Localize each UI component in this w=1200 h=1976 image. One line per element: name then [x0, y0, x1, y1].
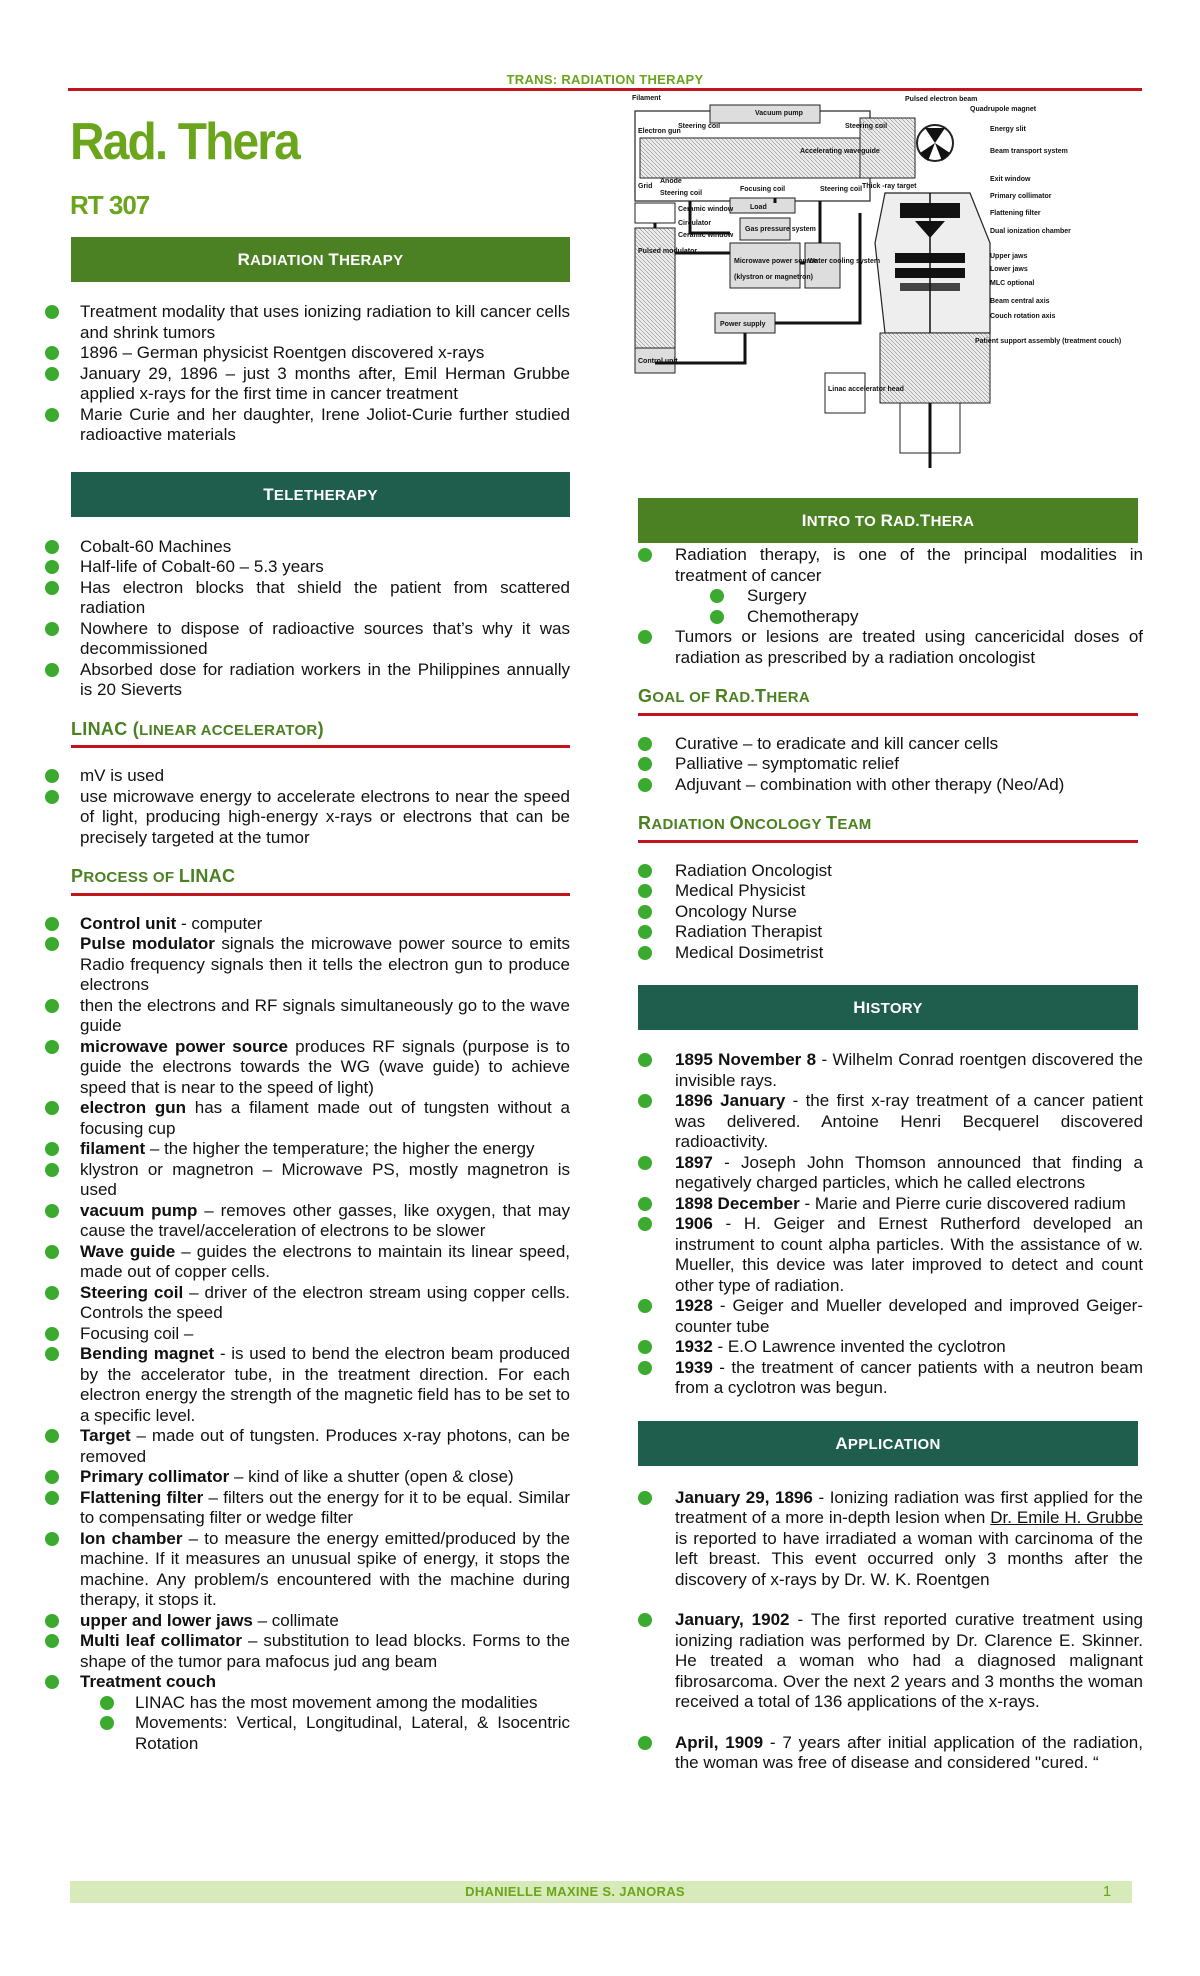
diagram-label: Patient support assembly (treatment couch) [975, 338, 1122, 345]
author-name: DHANIELLE MAXINE S. JANORAS [465, 1884, 685, 1899]
list-item: Target – made out of tungsten. Produces x-ray photons, can be removed [45, 1426, 570, 1467]
list-item: Half-life of Cobalt-60 – 5.3 years [45, 557, 570, 578]
left-column [45, 237, 570, 1754]
grubbe-link[interactable]: Dr. Emile H. Grubbe [990, 1508, 1144, 1527]
list-item: Radiation Oncologist [638, 861, 1143, 882]
list-item: use microwave energy to accelerate electrons to near the speed of light, producing high-energy x-rays or electrons that can be precisely targeted at the tumor [45, 787, 570, 849]
list-item: Multi leaf collimator – substitution to lead blocks. Forms to the shape of the tumor para mafocus jud ang beam [45, 1631, 570, 1672]
right-column [638, 498, 1143, 1774]
list-item: 1896 January - the first x-ray treatment of a cancer patient was delivered. Antoine Henri Becquerel discovered radioactivity. [638, 1091, 1143, 1153]
banner-intro: INTRO TO RAD.THERA [638, 498, 1138, 543]
diagram-label: Gas pressure system [745, 226, 816, 233]
list-item: 1898 December - Marie and Pierre curie discovered radium [638, 1194, 1143, 1215]
diagram-label: Focusing coil [740, 186, 786, 193]
list-item: Steering coil – driver of the electron stream using copper cells. Controls the speed [45, 1283, 570, 1324]
list-item: 1928 - Geiger and Mueller developed and improved Geiger-counter tube [638, 1296, 1143, 1337]
list-item: Marie Curie and her daughter, Irene Joliot-Curie further studied radioactive materials [45, 405, 570, 446]
linac-diagram [630, 95, 1140, 475]
process-list [45, 914, 570, 1755]
teletherapy-list [45, 537, 570, 701]
list-item: Flattening filter – filters out the energy for it to be equal. Similar to compensating filter or wedge filter [45, 1488, 570, 1529]
list-item: upper and lower jaws – collimate [45, 1611, 570, 1632]
list-item: Nowhere to dispose of radioactive sources that’s why it was decommissioned [45, 619, 570, 660]
couch-sublist [100, 1693, 570, 1755]
diagram-label: Ceramic window [678, 206, 734, 213]
diagram-label: Control unit [638, 358, 678, 365]
list-item: electron gun has a filament made out of tungsten without a focusing cup [45, 1098, 570, 1139]
page-footer [70, 1881, 1132, 1903]
list-item: Oncology Nurse [638, 902, 1143, 923]
document-title: Rad. Thera [70, 113, 299, 171]
diagram-label: Load [750, 204, 767, 211]
list-item: Radiation Therapist [638, 922, 1143, 943]
list-item: LINAC has the most movement among the modalities [100, 1693, 570, 1714]
list-item: klystron or magnetron – Microwave PS, mostly magnetron is used [45, 1160, 570, 1201]
diagram-label: MLC optional [990, 280, 1035, 287]
diagram-label: Steering coil [660, 190, 703, 197]
water-box [805, 243, 840, 288]
diagram-label: (klystron or magnetron) [734, 274, 813, 281]
subhead-goal: GOAL OF RAD.THERA [638, 686, 1138, 716]
diagram-label: Power supply [720, 321, 766, 328]
diagram-label: Grid [638, 183, 653, 190]
goal-list [638, 734, 1143, 796]
radiation-therapy-list [45, 302, 570, 446]
list-item: microwave power source produces RF signals (purpose is to guide the electrons towards the WG (wave guide) to achieve speed that is near to the speed of light) [45, 1037, 570, 1099]
subhead-team: RADIATION ONCOLOGY TEAM [638, 813, 1138, 843]
diagram-label: Primary collimator [990, 193, 1052, 200]
list-item: January 29, 1896 - Ionizing radiation was first applied for the treatment of a more in-depth lesion when Dr. Emile H. Grubbe is reported to have irradiated a woman with carcinoma of the left breast. This event occurred only 3 months after the discovery of x-rays by Dr. W. K. Roentgen [638, 1488, 1143, 1591]
list-item: vacuum pump – removes other gasses, like oxygen, that may cause the travel/acceleration of electrons to be slower [45, 1201, 570, 1242]
list-item: Palliative – symptomatic relief [638, 754, 1143, 775]
list-item: Pulse modulator signals the microwave power source to emits Radio frequency signals then it tells the electron gun to produce electrons [45, 934, 570, 996]
list-item: 1896 – German physicist Roentgen discovered x-rays [45, 343, 570, 364]
diagram-label: Dual ionization chamber [990, 228, 1071, 235]
diagram-label: Electron gun [638, 128, 681, 135]
running-header: TRANS: RADIATION THERAPY [506, 72, 704, 87]
list-item: Wave guide – guides the electrons to maintain its linear speed, made out of copper cells. [45, 1242, 570, 1283]
diagram-label: Pulsed electron beam [905, 96, 978, 103]
diagram-label: Filament [632, 95, 661, 102]
team-list [638, 861, 1143, 964]
diagram-label: Thick -ray target [862, 183, 917, 190]
diagram-label: Accelerating waveguide [800, 148, 880, 155]
head-label-box [825, 373, 865, 413]
list-item: Movements: Vertical, Longitudinal, Lateral, & Isocentric Rotation [100, 1713, 570, 1754]
subhead-linac: LINAC (LINEAR ACCELERATOR) [71, 719, 570, 749]
list-item: Medical Physicist [638, 881, 1143, 902]
list-item: 1895 November 8 - Wilhelm Conrad roentgen discovered the invisible rays. [638, 1050, 1143, 1091]
list-item: mV is used [45, 766, 570, 787]
banner-application: APPLICATION [638, 1421, 1138, 1466]
diagram-label: Anode [660, 178, 682, 185]
intro-sublist [710, 586, 1143, 627]
diagram-label: Lower jaws [990, 266, 1028, 273]
list-item: Surgery [710, 586, 1143, 607]
subhead-process-of-linac: PROCESS OF LINAC [71, 866, 570, 896]
history-list [638, 1050, 1143, 1399]
pulsed-modulator-box [635, 228, 675, 348]
list-item: Treatment couch LINAC has the most movement among the modalities Movements: Vertical, Longitudinal, Lateral, & Isocentric Rotation [45, 1672, 570, 1754]
list-item: 1939 - the treatment of cancer patients with a neutron beam from a cyclotron was begun. [638, 1358, 1143, 1399]
diagram-label: Steering coil [845, 123, 888, 130]
document-subtitle: RT 307 [70, 190, 150, 220]
list-item: Focusing coil – [45, 1324, 570, 1345]
list-item: April, 1909 - 7 years after initial application of the radiation, the woman was free of disease and considered "cured. “ [638, 1733, 1143, 1774]
diagram-label: Upper jaws [990, 253, 1028, 260]
diagram-label: Couch rotation axis [990, 313, 1056, 320]
list-item: Ion chamber – to measure the energy emitted/produced by the machine. If it measures an unusual spike of energy, it stops the machine. Any problem/s encountered with the machine during therapy, it stops it. [45, 1529, 570, 1611]
diagram-label: Steering coil [820, 186, 863, 193]
diagram-label: Pulsed modulator [638, 248, 698, 255]
list-item: January, 1902 - The first reported curative treatment using ionizing radiation was performed by Dr. Clarence E. Skinner. He treated a woman who had a diagnosed malignant fibrosarcoma. Over the next 2 years and 3 months the woman received a total of 136 applications of the x-rays. [638, 1610, 1143, 1713]
banner-radiation-therapy: RADIATION THERAPY [71, 237, 570, 282]
intro-list [638, 545, 1143, 668]
diagram-label: Beam transport system [990, 148, 1068, 155]
diagram-label: Vacuum pump [755, 110, 803, 117]
list-item: January 29, 1896 – just 3 months after, Emil Herman Grubbe applied x-rays for the first time in cancer treatment [45, 364, 570, 405]
list-item: Has electron blocks that shield the patient from scattered radiation [45, 578, 570, 619]
header-rule [68, 88, 1142, 91]
waveguide-body [640, 138, 860, 178]
list-item: 1932 - E.O Lawrence invented the cyclotron [638, 1337, 1143, 1358]
diagram-label: Exit window [990, 176, 1031, 183]
diagram-label: Microwave power source [734, 258, 818, 265]
list-item: Tumors or lesions are treated using cancericidal doses of radiation as prescribed by a radiation oncologist [638, 627, 1143, 668]
grid-box [635, 203, 675, 223]
diagram-label: Water cooling system [808, 258, 881, 265]
diagram-label: Energy slit [990, 126, 1026, 133]
page-number: 1 [1080, 1881, 1132, 1903]
list-item: Chemotherapy [710, 607, 1143, 628]
banner-history: HISTORY [638, 985, 1138, 1030]
list-item: Radiation therapy, is one of the principal modalities in treatment of cancer Surgery Chemotherapy [638, 545, 1143, 627]
list-item: 1906 - H. Geiger and Ernest Rutherford developed an instrument to count alpha particles. With the assistance of w. Mueller, this device was later improved to detect and count other type of radiation. [638, 1214, 1143, 1296]
list-item: Treatment modality that uses ionizing radiation to kill cancer cells and shrink tumors [45, 302, 570, 343]
list-item: filament – the higher the temperature; the higher the energy [45, 1139, 570, 1160]
list-item: Primary collimator – kind of like a shutter (open & close) [45, 1467, 570, 1488]
list-item: Curative – to eradicate and kill cancer cells [638, 734, 1143, 755]
list-item: Absorbed dose for radiation workers in the Philippines annually is 20 Sieverts [45, 660, 570, 701]
diagram-label: Linac accelerator head [828, 386, 904, 393]
list-item: Bending magnet - is used to bend the electron beam produced by the accelerator tube, in the treatment direction. For each electron energy the strength of the magnetic field has to be set to a specific level. [45, 1344, 570, 1426]
list-item: then the electrons and RF signals simultaneously go to the wave guide [45, 996, 570, 1037]
diagram-label: Circulator [678, 220, 712, 227]
microwave-box [730, 243, 800, 288]
diagram-label: Beam central axis [990, 298, 1050, 305]
banner-teletherapy: TELETHERAPY [71, 472, 570, 517]
diagram-label: Steering coil [678, 123, 721, 130]
diagram-label: Ceramic window [678, 232, 734, 239]
list-item: Adjuvant – combination with other therapy (Neo/Ad) [638, 775, 1143, 796]
linac-list [45, 766, 570, 848]
list-item: Control unit - computer [45, 914, 570, 935]
diagram-label: Flattening filter [990, 210, 1041, 217]
list-item: 1897 - Joseph John Thomson announced that finding a negatively charged particles, which he called electrons [638, 1153, 1143, 1194]
diagram-label: Quadrupole magnet [970, 106, 1037, 113]
list-item: Medical Dosimetrist [638, 943, 1143, 964]
application-list [638, 1488, 1143, 1774]
list-item: Cobalt-60 Machines [45, 537, 570, 558]
